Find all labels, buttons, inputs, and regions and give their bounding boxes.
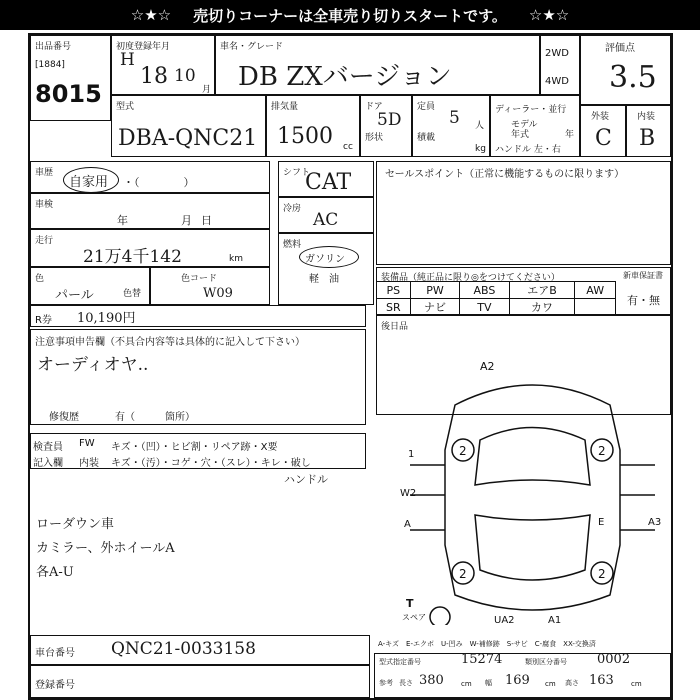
fw-label: FW xyxy=(79,438,95,449)
height-label: 高さ xyxy=(565,679,579,687)
warranty-label: 新車保証書 xyxy=(623,271,663,280)
mileage-value: 21万4千142 xyxy=(83,247,182,267)
equip-leather: カワ xyxy=(509,299,575,316)
sales-point-cell xyxy=(376,161,671,265)
color-cell xyxy=(30,267,150,305)
score-cell xyxy=(580,35,671,105)
width-value: 169 xyxy=(505,673,530,688)
diagram-one: 1 xyxy=(408,449,415,460)
warranty-value: 有・無 xyxy=(627,294,660,307)
dealer-label: ディーラー・並行 xyxy=(495,105,567,115)
inspector-label1: 検査員 xyxy=(33,442,63,453)
load-label: 積載 xyxy=(417,133,436,143)
recycle-label: R券 xyxy=(35,315,52,326)
capacity-cell xyxy=(412,95,490,157)
name-label: 車名・グレード xyxy=(220,42,284,52)
model-year-label: モデル xyxy=(511,120,538,130)
inspection-form xyxy=(28,33,673,700)
car-diagram xyxy=(390,355,675,625)
length-value: 380 xyxy=(419,673,444,688)
free-note-3: 各A-U xyxy=(36,565,74,580)
banner-stars-left: ☆★☆ xyxy=(130,6,172,24)
banner xyxy=(0,0,700,30)
history-cell xyxy=(30,161,270,193)
diagram-two-rl: 2 xyxy=(459,567,467,581)
lot-small: [1884] xyxy=(35,60,65,70)
first-reg-cell xyxy=(111,35,215,95)
displacement-value: 1500 xyxy=(277,124,333,149)
drive-4wd: 4WD xyxy=(545,76,569,87)
repair-value: 有（ 箇所） xyxy=(115,412,195,423)
banner-stars-right: ☆★☆ xyxy=(528,6,570,24)
rear-label: 後日品 xyxy=(381,322,409,332)
diagram-two-rr: 2 xyxy=(598,567,606,581)
shift-value: CAT xyxy=(305,170,352,195)
first-reg-month: 10 xyxy=(174,66,196,86)
height-value: 163 xyxy=(589,673,614,688)
interior-cell xyxy=(626,105,671,157)
model-cell xyxy=(111,95,266,157)
model-label: 型式 xyxy=(116,102,135,112)
inspection-label: 車検 xyxy=(35,200,54,210)
lot-label: 出品番号 xyxy=(35,42,72,52)
lot-number: 8015 xyxy=(35,80,102,108)
score-value: 3.5 xyxy=(609,60,657,95)
fuel-value: ガソリン xyxy=(305,254,345,265)
diagram-a2-top: A2 xyxy=(480,360,495,373)
interior-label: 内装 xyxy=(637,112,656,122)
class-value: 0002 xyxy=(597,652,631,667)
first-reg-label: 初度登録年月 xyxy=(116,42,171,52)
first-reg-month-unit: 月 xyxy=(202,85,212,95)
ac-label: 冷房 xyxy=(283,204,302,214)
history-value: 自家用 xyxy=(69,175,109,190)
equipment-grid xyxy=(376,281,616,316)
notes-cell xyxy=(30,329,366,425)
chassis-cell xyxy=(30,635,370,665)
diagram-spare: スペア xyxy=(402,613,426,622)
inspector-label2: 記入欄 xyxy=(33,458,63,469)
free-note-1: ローダウン車 xyxy=(36,517,115,532)
exterior-label: 外装 xyxy=(591,112,610,122)
diagram-t: T xyxy=(406,597,414,610)
load-unit: kg xyxy=(475,144,486,154)
model-value: DBA-QNC21 xyxy=(118,126,258,151)
ac-cell xyxy=(278,197,374,233)
history-label: 車歴 xyxy=(35,168,54,178)
displacement-label: 排気量 xyxy=(271,102,299,112)
color-value: パール xyxy=(55,288,94,303)
handle-label: ハンドル 左・右 xyxy=(495,145,561,155)
color-label: 色 xyxy=(35,274,45,284)
length-cm: cm xyxy=(461,680,472,688)
width-cm: cm xyxy=(545,680,556,688)
sales-point-label: セールスポイント（正常に機能するものに限ります） xyxy=(385,169,625,180)
fuel-label: 燃料 xyxy=(283,240,302,250)
interior-value: B xyxy=(639,126,656,151)
int-items: キズ・（汚）・コゲ・穴・（スレ）・キレ・破し xyxy=(111,458,311,469)
height-cm: cm xyxy=(631,680,642,688)
diagram-a3: A3 xyxy=(648,517,662,528)
chassis-label: 車台番号 xyxy=(35,648,75,659)
first-reg-era: H xyxy=(120,50,135,70)
displacement-unit: cc xyxy=(343,142,353,152)
free-note-2: カミラー、外ホイールA xyxy=(36,541,175,556)
mileage-label: 走行 xyxy=(35,236,54,246)
model-year-label2: 年式 xyxy=(511,130,530,140)
diagram-two-fr: 2 xyxy=(598,444,606,458)
diagram-a-left: A xyxy=(404,519,411,530)
history-suffix: ・（ ） xyxy=(123,176,195,189)
score-label: 評価点 xyxy=(605,43,635,54)
repair-label: 修復歴 xyxy=(49,412,79,423)
name-cell xyxy=(215,35,540,95)
notes-label: 注意事項申告欄（不具合内容等は具体的に記入して下さい） xyxy=(35,337,305,348)
doors-label: ドア xyxy=(365,102,383,112)
reg-cell xyxy=(30,665,370,698)
exterior-cell xyxy=(580,105,626,157)
equip-tv: TV xyxy=(460,299,509,316)
displacement-cell xyxy=(266,95,360,157)
reg-label: 登録番号 xyxy=(35,680,75,691)
notes-value: オーディオヤ.. xyxy=(37,355,149,375)
doors-cell xyxy=(360,95,412,157)
drive-cell xyxy=(540,35,580,95)
fuel-other: 軽 油 xyxy=(309,274,339,285)
equip-sr: SR xyxy=(377,299,411,316)
mileage-unit: km xyxy=(229,254,243,264)
length-label: 長さ xyxy=(399,679,413,687)
dealer-cell xyxy=(490,95,580,157)
inspector-cell xyxy=(30,433,366,469)
equip-aw: AW xyxy=(575,282,616,299)
diagram-e-right: E xyxy=(598,517,605,528)
shape-label: 形状 xyxy=(365,133,384,143)
int-label: 内装 xyxy=(79,458,99,469)
chassis-value: QNC21-0033158 xyxy=(111,639,256,659)
name-value: DB ZXバージョン xyxy=(238,62,452,92)
lot-cell xyxy=(30,35,111,121)
inspection-cell xyxy=(30,193,270,229)
capacity-label: 定員 xyxy=(417,102,436,112)
diagram-ua2: UA2 xyxy=(494,615,515,626)
ac-value: AC xyxy=(313,210,339,230)
mileage-cell xyxy=(30,229,270,267)
doors-value: 5D xyxy=(377,110,402,130)
class-label: 類別区分番号 xyxy=(525,658,567,666)
dims-label: 参考 xyxy=(379,679,393,687)
inspection-day: 日 xyxy=(201,214,212,227)
type-value: 15274 xyxy=(461,652,503,667)
exterior-value: C xyxy=(595,126,612,151)
banner-text: 売切りコーナーは全車売り切りスタートです。 xyxy=(193,6,507,25)
equip-empty xyxy=(575,299,616,316)
legend-cell xyxy=(374,653,671,698)
equip-abs: ABS xyxy=(460,282,509,299)
inspection-month: 月 xyxy=(181,214,192,227)
inspection-year: 年 xyxy=(117,214,128,227)
colorcode-cell xyxy=(150,267,270,305)
first-reg-year: 18 xyxy=(140,64,168,89)
capacity-value: 5 xyxy=(449,108,460,128)
shift-cell xyxy=(278,161,374,197)
type-label: 型式指定番号 xyxy=(379,658,421,666)
colorcode-label: 色コード xyxy=(181,274,218,284)
diagram-two-fl: 2 xyxy=(459,444,467,458)
capacity-unit: 人 xyxy=(475,121,485,131)
recycle-value: 10,190円 xyxy=(77,311,136,326)
drive-2wd: 2WD xyxy=(545,48,569,59)
equip-navi: ナビ xyxy=(410,299,460,316)
diagram-w2: W2 xyxy=(400,488,417,499)
equip-airbag: エアB xyxy=(509,282,575,299)
recycle-cell xyxy=(30,305,366,327)
handle-note: ハンドル xyxy=(284,473,328,486)
equipment-label: 装備品（純正品に限り◎をつけてください） xyxy=(381,273,560,283)
shift-label: シフト xyxy=(283,168,311,178)
color-code-label: 色替 xyxy=(123,289,142,299)
model-year-unit: 年 xyxy=(565,130,575,140)
equip-pw: PW xyxy=(410,282,460,299)
equip-ps: PS xyxy=(377,282,411,299)
fw-items: キズ・（凹）・ヒビ割・リペア跡・X要 xyxy=(111,442,278,453)
width-label: 幅 xyxy=(485,679,492,687)
fuel-cell xyxy=(278,233,374,305)
legend-text: A-キズ E-エクボ U-凹み W-補修跡 S-サビ C-腐食 XX-交換済 xyxy=(378,640,596,648)
colorcode-value: W09 xyxy=(203,286,233,301)
diagram-a1: A1 xyxy=(548,615,562,626)
